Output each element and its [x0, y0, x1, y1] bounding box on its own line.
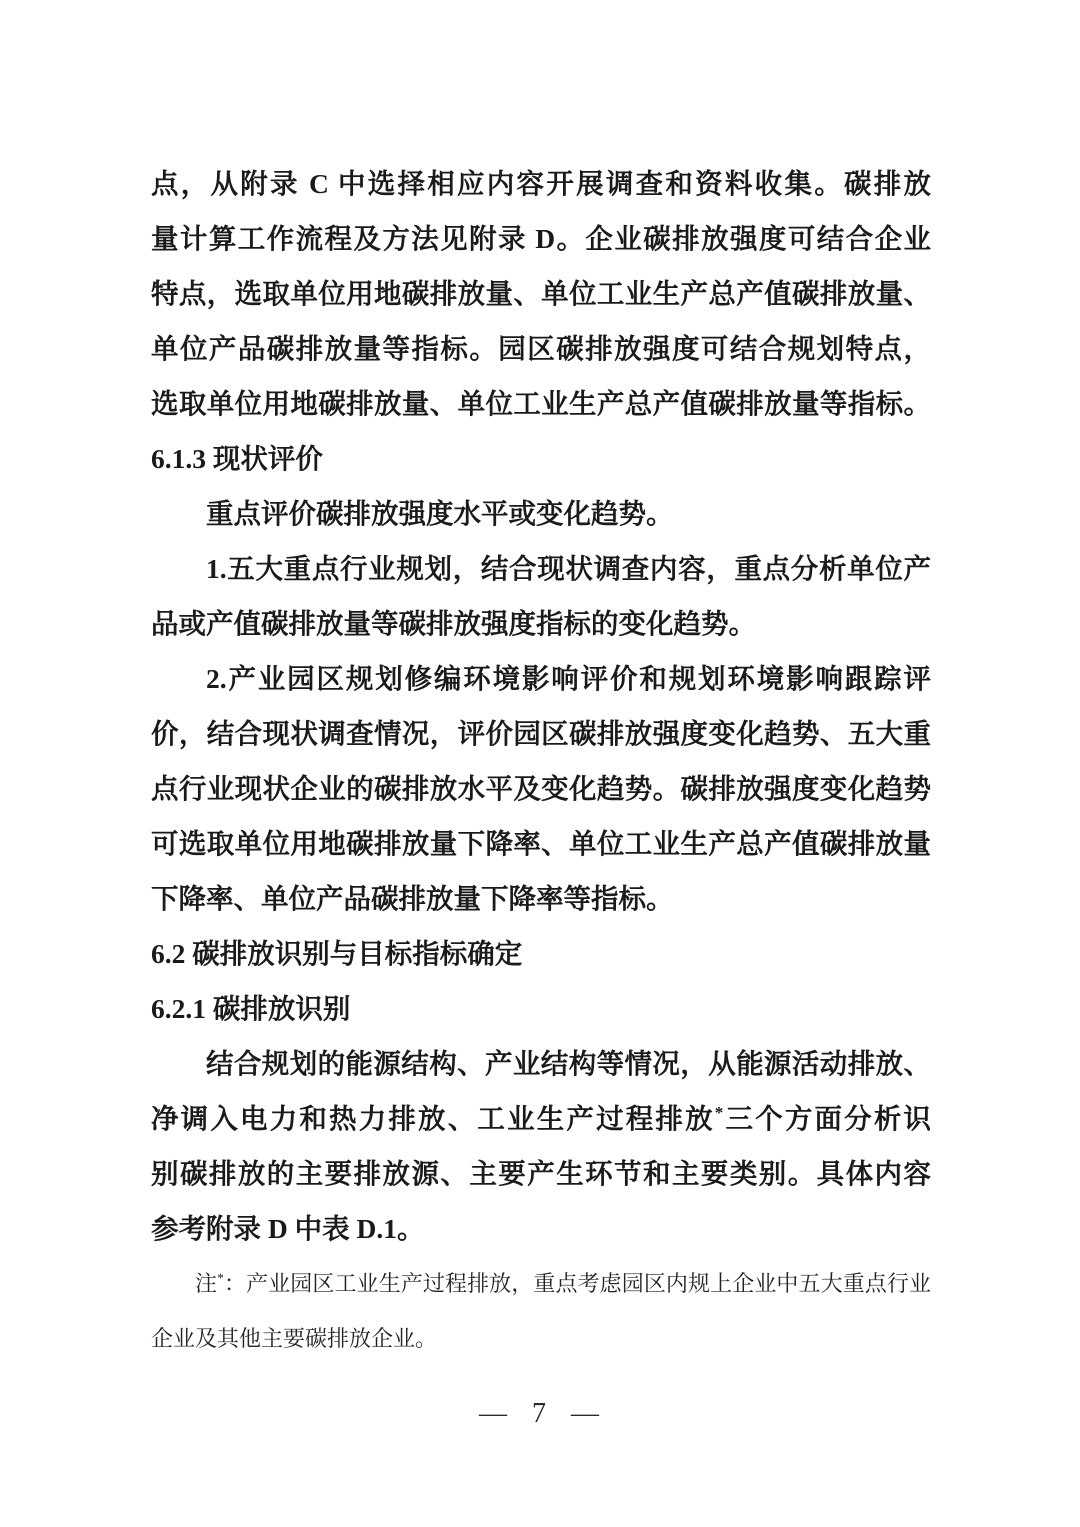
text-segment: 注	[195, 1271, 218, 1296]
text-line: 重点评价碳排放强度水平或变化趋势。	[206, 498, 674, 529]
text-segment: 净调入电力和热力排放、工业生产过程排放	[151, 1103, 715, 1134]
text-line: 点行业现状企业的碳排放水平及变化趋势。碳排放强度变化趋势	[151, 773, 931, 804]
body-text	[151, 156, 931, 1366]
text-line: 2.产业园区规划修编环境影响评价和规划环境影响跟踪评	[206, 663, 931, 694]
footnote-marker: *	[217, 1270, 224, 1286]
text-line: 1.五大重点行业规划，结合现状调查内容，重点分析单位产	[206, 553, 931, 584]
text-line: 下降率、单位产品碳排放量下降率等指标。	[151, 883, 674, 914]
section-heading-6-1-3: 6.1.3 现状评价	[151, 443, 323, 474]
text-line: 特点，选取单位用地碳排放量、单位工业生产总产值碳排放量、	[151, 278, 931, 309]
text-line: 单位产品碳排放量等指标。园区碳排放强度可结合规划特点，	[151, 333, 931, 364]
text-line: 量计算工作流程及方法见附录 D。企业碳排放强度可结合企业	[151, 223, 931, 254]
text-line: 价，结合现状调查情况，评价园区碳排放强度变化趋势、五大重	[151, 718, 931, 749]
text-segment: 三个方面分析识	[723, 1103, 931, 1134]
section-heading-6-2: 6.2 碳排放识别与目标指标确定	[151, 938, 523, 969]
page-number: — 7 —	[479, 1398, 601, 1429]
footnote-line: 企业及其他主要碳排放企业。	[151, 1326, 438, 1351]
text-line: 选取单位用地碳排放量、单位工业生产总产值碳排放量等指标。	[151, 388, 931, 419]
text-line: 点，从附录 C 中选择相应内容开展调查和资料收集。碳排放	[151, 168, 931, 199]
text-segment: ：产业园区工业生产过程排放，重点考虑园区内规上企业中五大重点行业	[223, 1271, 931, 1296]
section-heading-6-2-1: 6.2.1 碳排放识别	[151, 993, 351, 1024]
text-line: 参考附录 D 中表 D.1。	[151, 1213, 425, 1244]
text-line: 别碳排放的主要排放源、主要产生环节和主要类别。具体内容	[151, 1158, 931, 1189]
text-line: 可选取单位用地碳排放量下降率、单位工业生产总产值碳排放量	[151, 828, 931, 859]
footnote-line	[151, 1256, 931, 1311]
footnote-marker: *	[714, 1102, 724, 1122]
text-line: 结合规划的能源结构、产业结构等情况，从能源活动排放、	[206, 1048, 931, 1079]
text-line	[151, 1091, 931, 1146]
text-line: 品或产值碳排放量等碳排放强度指标的变化趋势。	[151, 608, 756, 639]
